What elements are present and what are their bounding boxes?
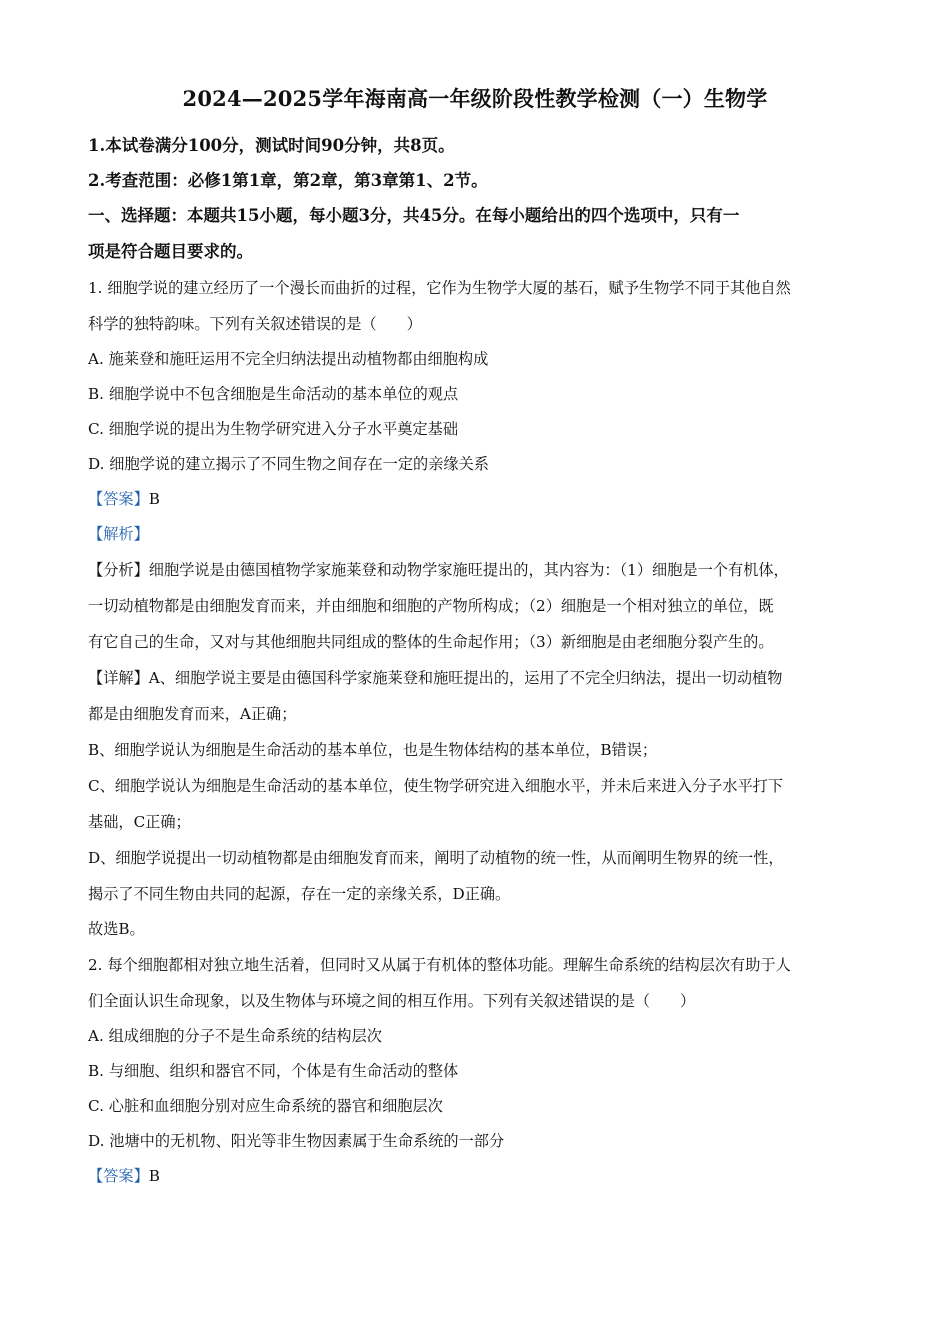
section-heading-line2: 项是符合题目要求的。 xyxy=(88,242,253,261)
q2-option-b: B. 与细胞、组织和器官不同，个体是有生命活动的整体 xyxy=(88,1062,459,1080)
q1-option-d: D. 细胞学说的建立揭示了不同生物之间存在一定的亲缘关系 xyxy=(88,455,489,473)
q1-stem-text: 科学的独特韵味。下列有关叙述错误的是（ xyxy=(88,315,377,333)
q1-fenxi-line2: 一切动植物都是由细胞发育而来，并由细胞和细胞的产物所构成；（2）细胞是一个相对独立的单位，既 xyxy=(88,597,774,615)
q2-option-a: A. 组成细胞的分子不是生命系统的结构层次 xyxy=(88,1027,382,1045)
q2-answer-tag: 【答案】 xyxy=(88,1167,149,1185)
q1-fenxi-line3: 有它自己的生命，又对与其他细胞共同组成的整体的生命起作用；（3）新细胞是由老细胞分裂产生的。 xyxy=(88,633,774,651)
page-title: 2024—2025学年海南高一年级阶段性教学检测（一）生物学 xyxy=(182,86,768,111)
question-1 xyxy=(88,270,862,947)
q2-option-c: C. 心脏和血细胞分别对应生命系统的器官和细胞层次 xyxy=(88,1097,443,1115)
q1-fenxi-tag: 【分析】 xyxy=(88,561,149,579)
question-2 xyxy=(88,947,862,1194)
q2-stem-line1: 2. 每个细胞都相对独立地生活着，但同时又从属于有机体的整体功能。理解生命系统的结构层次有助于人 xyxy=(88,956,791,974)
q1-xiangjie-line7: 揭示了不同生物由共同的起源，存在一定的亲缘关系，D正确。 xyxy=(88,885,511,903)
section-heading-line1: 一、选择题：本题共15小题，每小题3分，共45分。在每小题给出的四个选项中，只有一 xyxy=(88,206,740,225)
exam-note-1: 1.本试卷满分100分，测试时间90分钟，共8页。 xyxy=(88,136,455,155)
q1-xiangjie-line6: D、细胞学说提出一切动植物都是由细胞发育而来，阐明了动植物的统一性，从而阐明生物界的统一性， xyxy=(88,849,784,867)
exam-note-2: 2.考查范围：必修1第1章，第2章，第3章第1、2节。 xyxy=(88,171,488,190)
q1-fenxi-line1 xyxy=(88,552,862,588)
q1-xiangjie-text-1: A、细胞学说主要是由德国科学家施莱登和施旺提出的，运用了不完全归纳法，提出一切动植物 xyxy=(148,669,783,687)
q1-xiangjie-line2: 都是由细胞发育而来，A正确； xyxy=(88,705,297,723)
q2-answer xyxy=(88,1159,862,1194)
q1-stem-line1: 1. 细胞学说的建立经历了一个漫长而曲折的过程，它作为生物学大厦的基石，赋予生物学不同于其他自然 xyxy=(88,279,791,297)
q1-answer-value: B xyxy=(148,490,160,508)
q1-analysis-tag: 【解析】 xyxy=(88,525,149,543)
q1-answer xyxy=(88,482,862,517)
q1-option-a: A. 施莱登和施旺运用不完全归纳法提出动植物都由细胞构成 xyxy=(88,350,489,368)
q2-stem-close: ） xyxy=(679,992,696,1010)
q1-xiangjie-tag: 【详解】 xyxy=(88,669,149,687)
q1-xiangjie-line3: B、细胞学说认为细胞是生命活动的基本单位，也是生物体结构的基本单位，B错误； xyxy=(88,741,658,759)
q1-analysis-heading xyxy=(88,517,862,552)
q2-stem-text: 们全面认识生命现象，以及生物体与环境之间的相互作用。下列有关叙述错误的是（ xyxy=(88,992,650,1010)
q1-option-b: B. 细胞学说中不包含细胞是生命活动的基本单位的观点 xyxy=(88,385,459,403)
q1-stem-line2 xyxy=(88,306,862,342)
q1-stem-close: ） xyxy=(406,315,422,333)
q2-stem-line2 xyxy=(88,983,862,1019)
q1-option-c: C. 细胞学说的提出为生物学研究进入分子水平奠定基础 xyxy=(88,420,459,438)
q1-xiangjie-line1 xyxy=(88,660,862,696)
q1-xiangjie-line5: 基础，C正确； xyxy=(88,813,191,831)
q2-option-d: D. 池塘中的无机物、阳光等非生物因素属于生命系统的一部分 xyxy=(88,1132,505,1150)
q1-answer-tag: 【答案】 xyxy=(88,490,149,508)
q1-conclusion: 故选B。 xyxy=(88,920,145,938)
q1-xiangjie-line4: C、细胞学说认为细胞是生命活动的基本单位，使生物学研究进入细胞水平，并未后来进入分子水平打下 xyxy=(88,777,784,795)
q2-answer-value: B xyxy=(148,1167,160,1185)
q1-fenxi-text-1: 细胞学说是由德国植物学家施莱登和动物学家施旺提出的，其内容为：（1）细胞是一个有机体， xyxy=(148,561,789,579)
